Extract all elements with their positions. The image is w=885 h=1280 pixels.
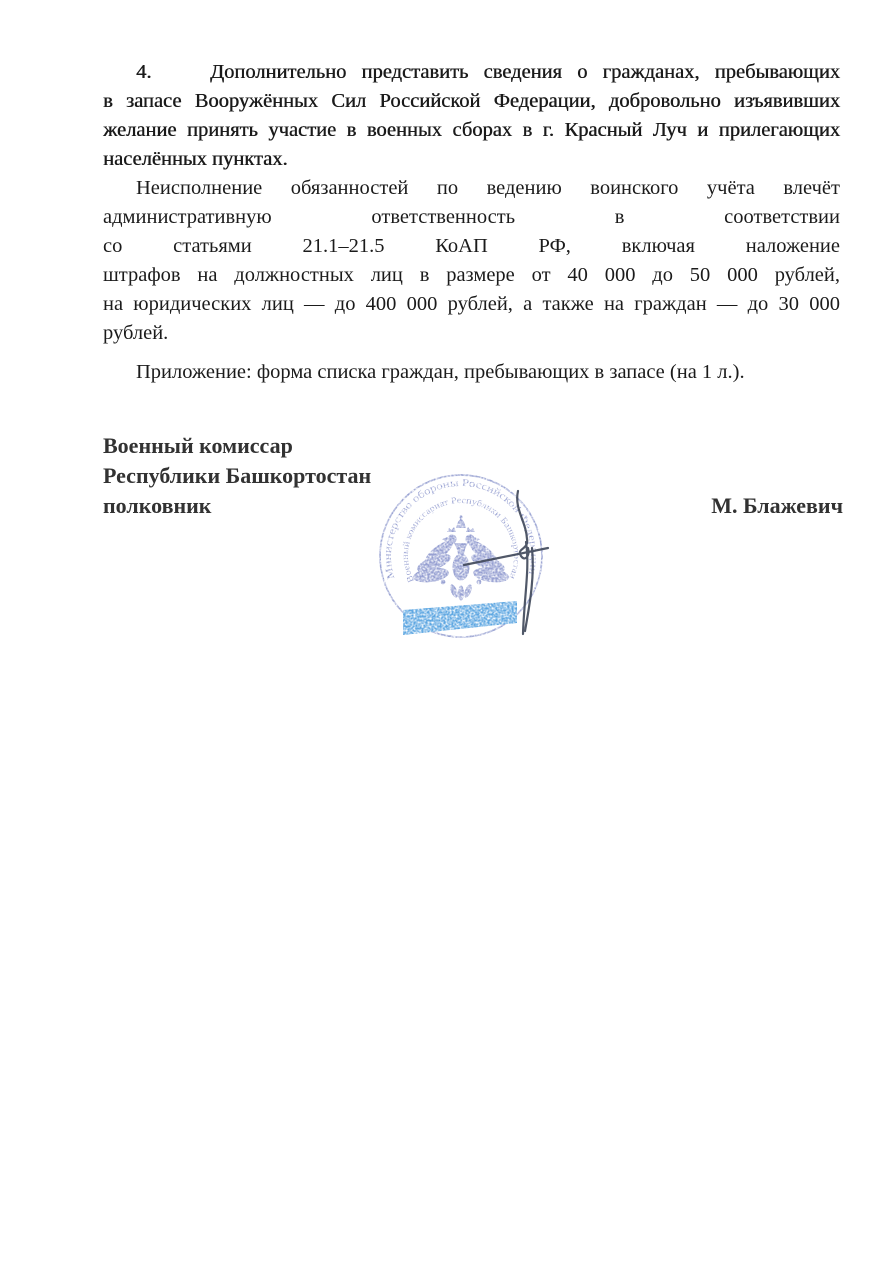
paragraph-2 xyxy=(103,174,840,348)
official-stamp xyxy=(376,466,561,648)
stamp-inner-ring-text: Военный комиссариат Республики Башкортостан xyxy=(399,494,523,585)
text-line-content: Дополнительно представить сведения о гражданах, пребывающих xyxy=(210,61,840,83)
paragraph-1 xyxy=(103,58,840,174)
paragraph-number: 4. xyxy=(136,61,152,83)
text-line: населённых пунктах. xyxy=(103,148,288,170)
text-line xyxy=(103,58,840,87)
text-line: желание принять участие в военных сборах в г. Красный Луч и прилегающих xyxy=(103,119,840,141)
text-line: Неисполнение обязанностей по ведению воинского учёта влечёт xyxy=(136,177,840,199)
signer-title-line: Республики Башкортостан xyxy=(103,463,372,488)
text-line: рублей. xyxy=(103,322,169,344)
text-line: штрафов на должностных лиц в размере от 40 000 до 50 000 рублей, xyxy=(103,264,840,286)
text-line: административную ответственность в соответствии xyxy=(103,206,840,228)
signer-rank: полковник xyxy=(103,493,212,518)
text-line: на юридических лиц — до 400 000 рублей, а также на граждан — до 30 000 xyxy=(103,293,840,315)
signer-name: М. Блажевич xyxy=(711,493,843,518)
document-body xyxy=(103,58,843,521)
attachment-line: Приложение: форма списка граждан, пребывающих в запасе (на 1 л.). xyxy=(136,361,745,383)
stamp-outer-ring-text: Министерство обороны Российской Федерации xyxy=(382,477,540,581)
text-line: в запасе Вооружённых Сил Российской Федерации, добровольно изъявивших xyxy=(103,90,840,112)
stamp-ribbon xyxy=(403,601,517,635)
signer-title-line: Военный комиссар xyxy=(103,433,293,458)
text-line: со статьями 21.1–21.5 КоАП РФ, включая наложение xyxy=(103,235,840,257)
